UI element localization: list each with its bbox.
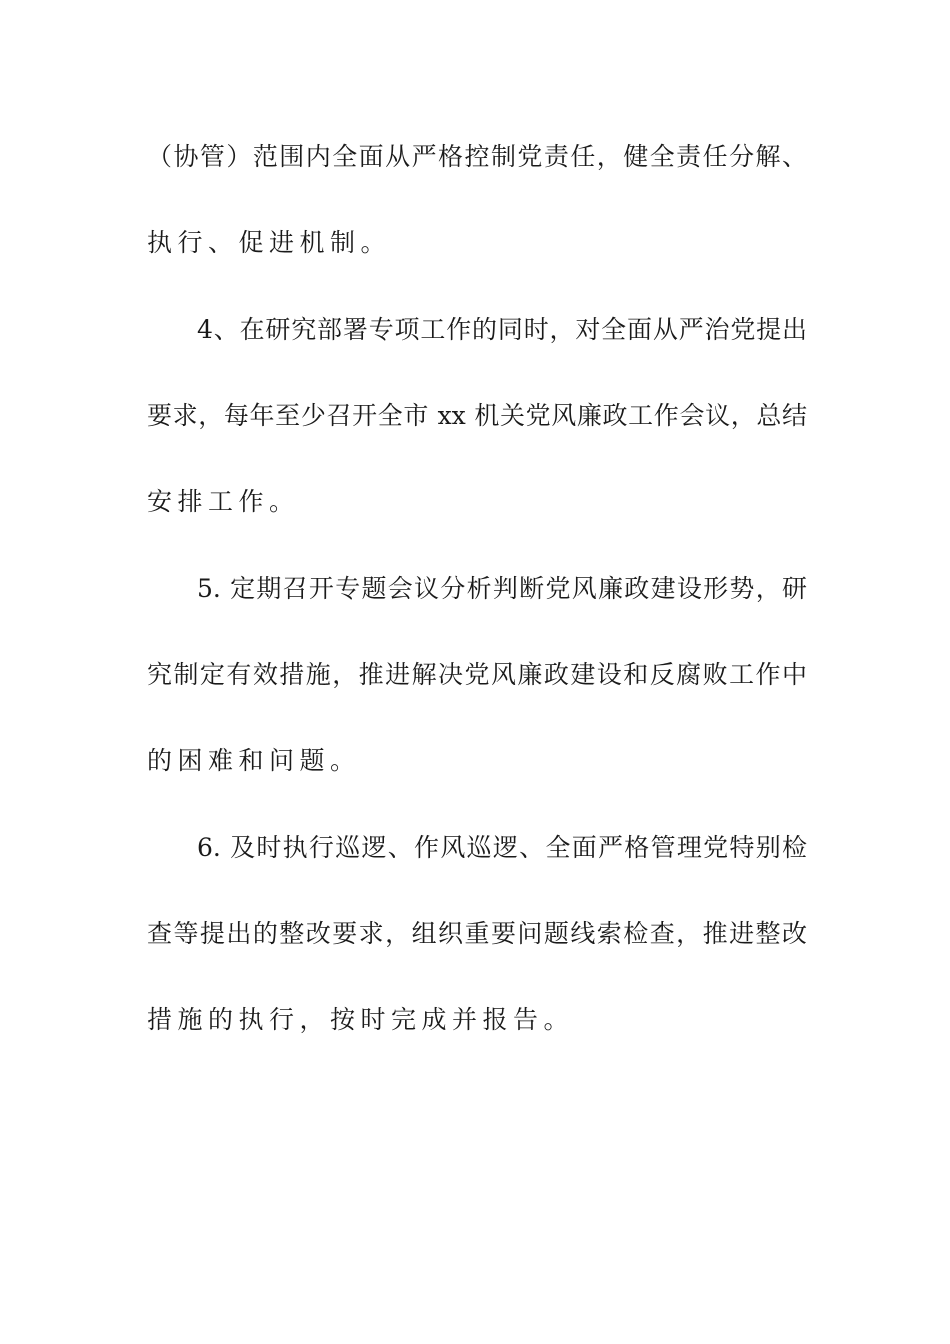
paragraph-3-line-3: 执行、促进机制。 xyxy=(147,228,392,257)
paragraph-4-line-2: 要求，每年至少召开全市 xx 机关党风廉政工作会议，总结 xyxy=(147,401,807,430)
paragraph-6-line-2: 查等提出的整改要求，组织重要问题线索检查，推进整改 xyxy=(147,919,807,948)
paragraph-6-line-1: 6. 及时执行巡逻、作风巡逻、全面严格管理党特别检 xyxy=(197,833,807,862)
paragraph-4-line-1: 4、在研究部署专项工作的同时，对全面从严治党提出 xyxy=(197,315,807,344)
paragraph-4-line-3: 安排工作。 xyxy=(147,487,300,516)
paragraph-5-line-2: 究制定有效措施，推进解决党风廉政建设和反腐败工作中 xyxy=(147,660,807,689)
paragraph-3-line-2: （协管）范围内全面从严格控制党责任，健全责任分解、 xyxy=(147,142,807,171)
paragraph-5-line-1: 5. 定期召开专题会议分析判断党风廉政建设形势，研 xyxy=(197,574,807,603)
paragraph-6-line-3: 措施的执行，按时完成并报告。 xyxy=(147,1005,575,1034)
paragraph-5-line-3: 的困难和问题。 xyxy=(147,746,361,775)
